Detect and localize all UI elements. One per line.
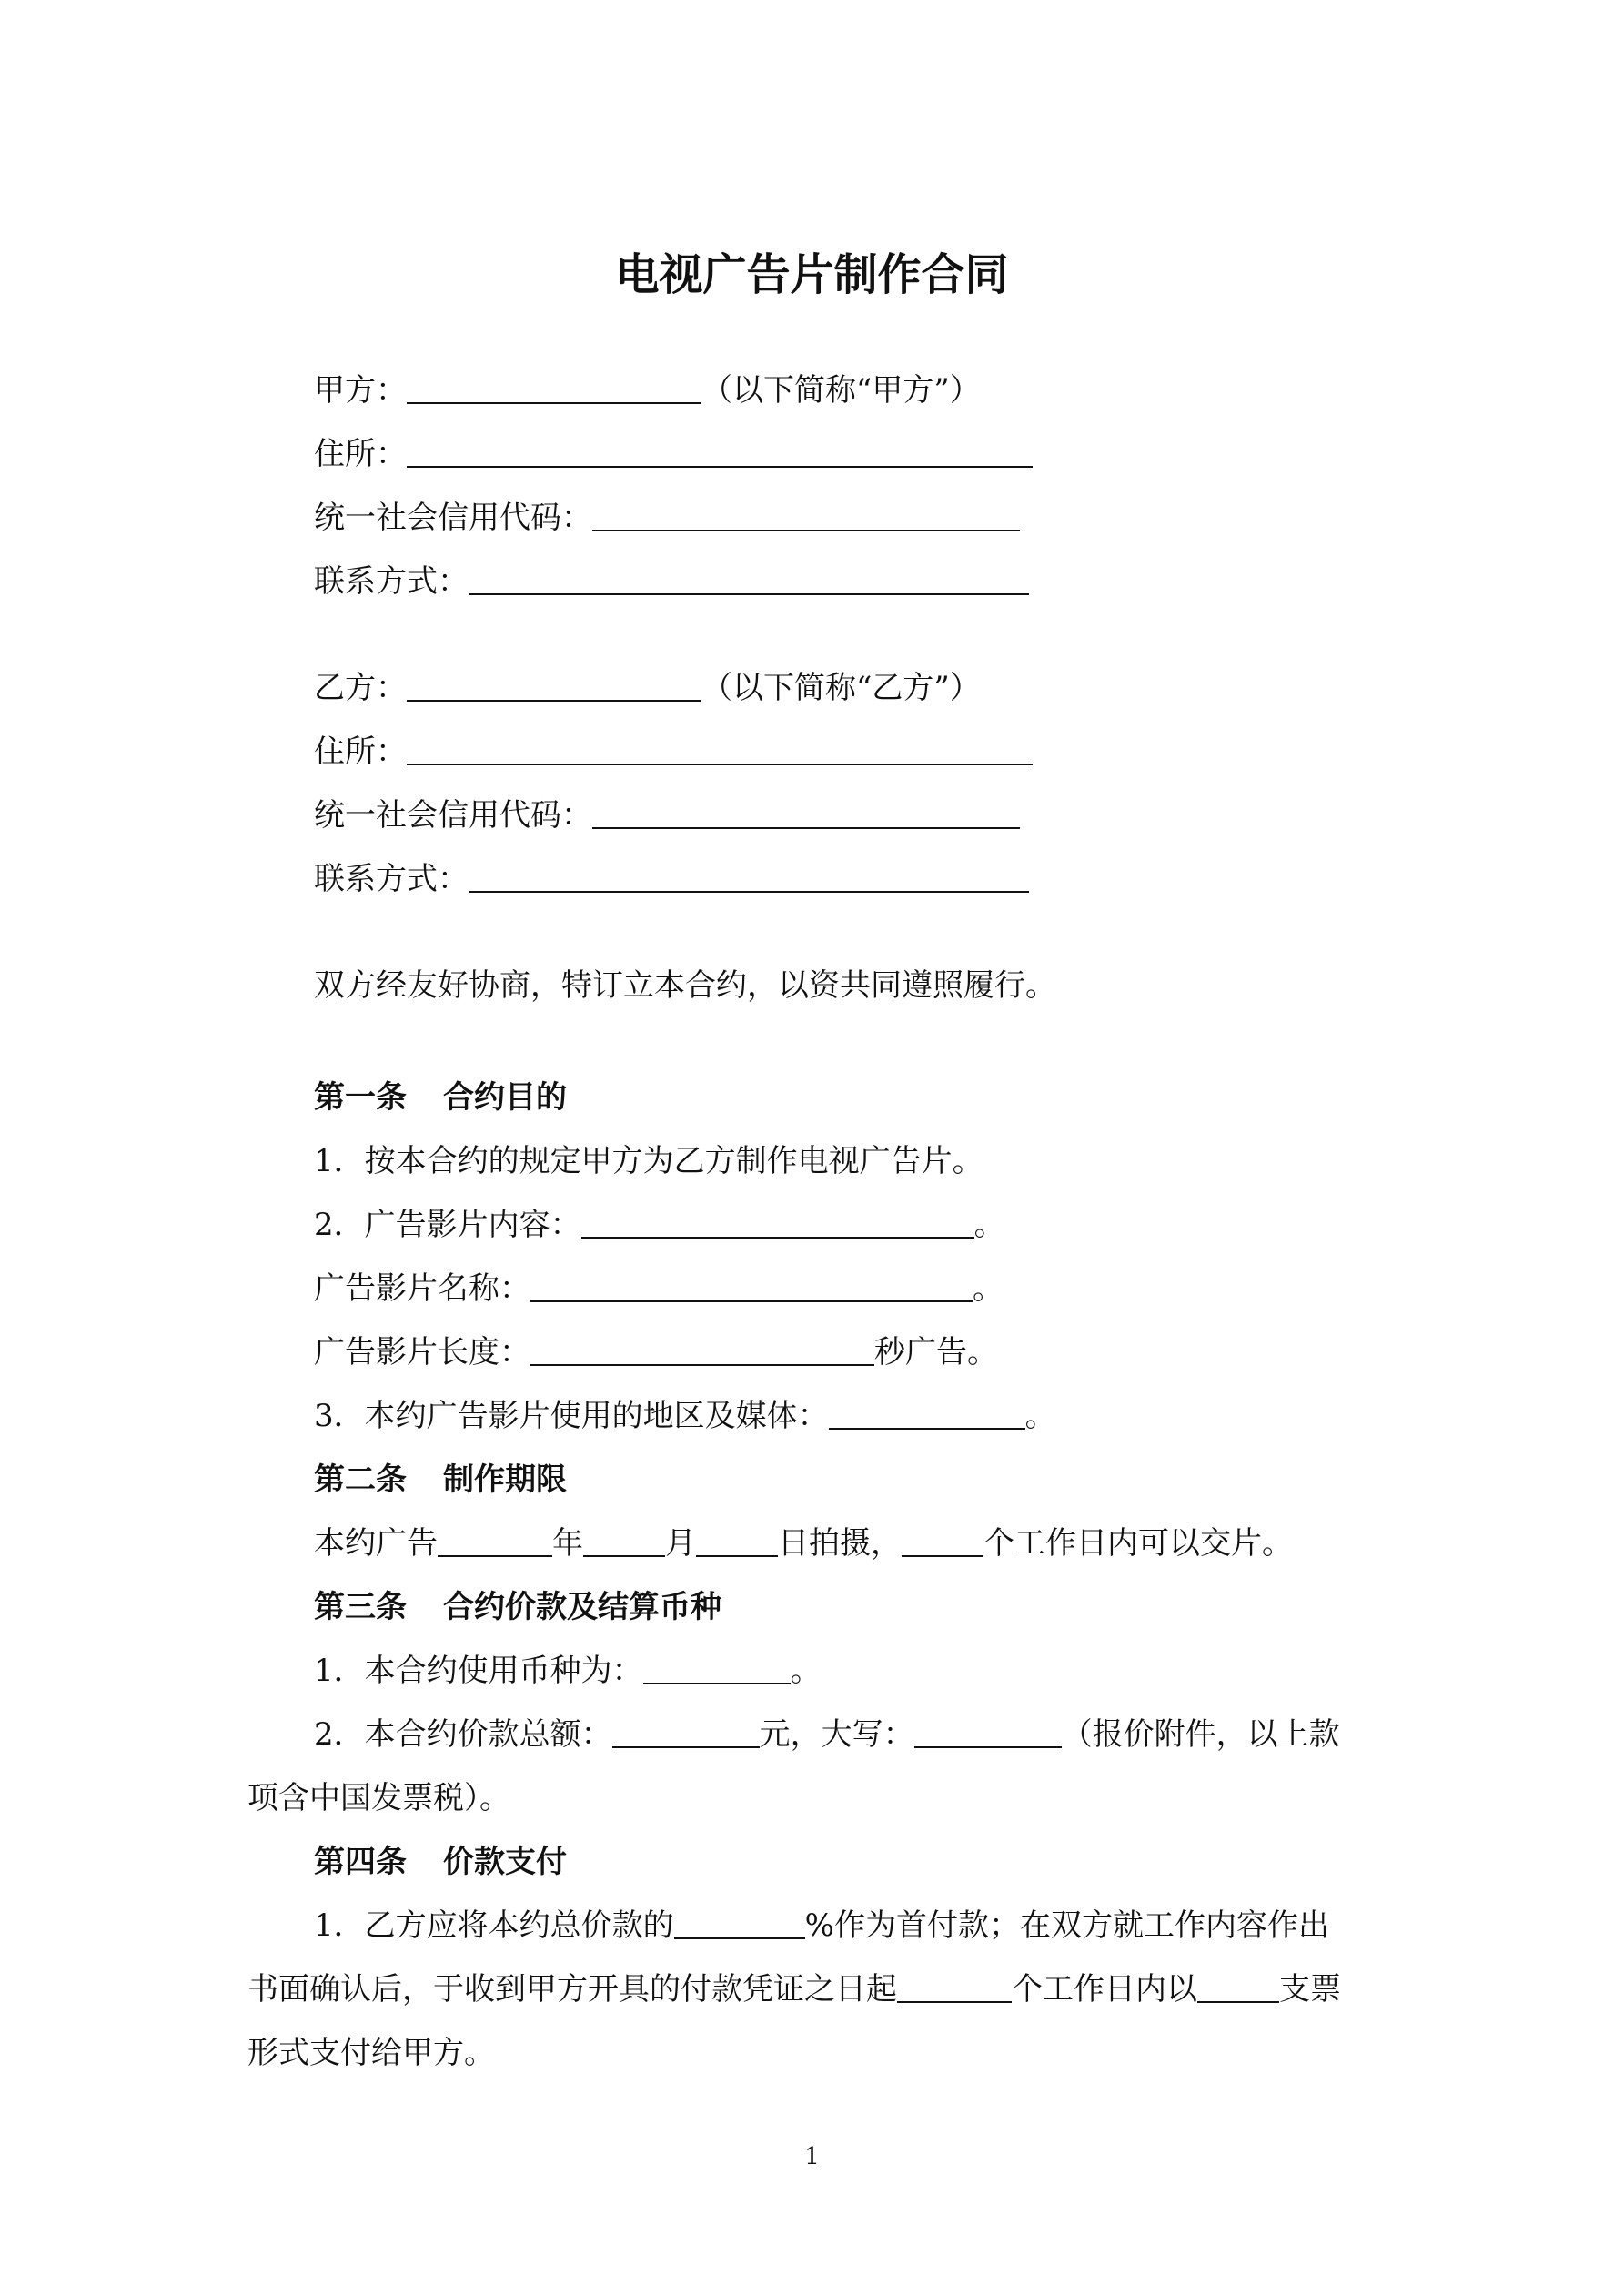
total-price-mid: 元，大写： bbox=[759, 1716, 914, 1753]
month-label: 月 bbox=[665, 1525, 696, 1562]
article-3-heading bbox=[314, 1588, 721, 1626]
article-2-number: 第二条 bbox=[314, 1462, 407, 1498]
party-b-name-blank[interactable] bbox=[407, 671, 701, 702]
ad-region-blank[interactable] bbox=[829, 1399, 1025, 1430]
party-a-note: （以下简称“甲方”） bbox=[701, 372, 981, 409]
article-2-title: 制作期限 bbox=[443, 1462, 567, 1498]
total-price-label: 2．本合约价款总额： bbox=[314, 1716, 612, 1753]
article-1-heading bbox=[314, 1078, 567, 1117]
currency-label: 1．本合约使用币种为： bbox=[314, 1653, 643, 1689]
payment-method-blank[interactable] bbox=[1197, 1972, 1279, 2003]
party-a-contact-label: 联系方式： bbox=[314, 563, 469, 600]
ad-region-end: 。 bbox=[1024, 1398, 1056, 1434]
ad-name-line bbox=[314, 1269, 1004, 1308]
party-a-credit-line bbox=[314, 499, 1020, 537]
ad-length-label: 广告影片长度： bbox=[314, 1334, 530, 1371]
party-b-line bbox=[314, 669, 981, 707]
year-blank[interactable] bbox=[438, 1526, 552, 1557]
down-payment-label: 1．乙方应将本约总价款的 bbox=[314, 1907, 674, 1944]
article-1-number: 第一条 bbox=[314, 1079, 407, 1116]
article-1-item-2 bbox=[314, 1206, 1005, 1244]
schedule-suffix: 个工作日内可以交片。 bbox=[983, 1525, 1293, 1562]
down-payment-suffix: %作为首付款；在双方就工作内容作出 bbox=[804, 1907, 1329, 1944]
party-b-note: （以下简称“乙方”） bbox=[701, 670, 981, 706]
party-b-contact-label: 联系方式： bbox=[314, 861, 469, 897]
party-a-address-blank[interactable] bbox=[407, 437, 1033, 468]
party-a-contact-line bbox=[314, 562, 1029, 601]
article-3-item-1 bbox=[314, 1652, 822, 1690]
party-a-credit-label: 统一社会信用代码： bbox=[314, 500, 592, 536]
ad-content-label: 2．广告影片内容： bbox=[314, 1207, 581, 1243]
article-2-schedule bbox=[314, 1524, 1293, 1563]
article-3-item-2-cont: 项含中国发票税）。 bbox=[247, 1780, 510, 1816]
party-a-name-blank[interactable] bbox=[407, 373, 701, 404]
party-b-credit-label: 统一社会信用代码： bbox=[314, 797, 592, 834]
article-3-title: 合约价款及结算币种 bbox=[443, 1589, 721, 1625]
article-4-number: 第四条 bbox=[314, 1844, 407, 1880]
ad-length-end: 秒广告。 bbox=[874, 1334, 998, 1371]
party-b-address-blank[interactable] bbox=[407, 734, 1033, 765]
article-1-item-1: 1．按本合约的规定甲方为乙方制作电视广告片。 bbox=[314, 1143, 983, 1179]
article-3-number: 第三条 bbox=[314, 1589, 407, 1625]
party-b-credit-line bbox=[314, 796, 1020, 834]
payment-method-label: 个工作日内以 bbox=[1012, 1971, 1197, 2008]
ad-length-line bbox=[314, 1333, 998, 1371]
workdays-blank[interactable] bbox=[902, 1526, 983, 1557]
payment-days-label: 书面确认后，于收到甲方开具的付款凭证之日起 bbox=[247, 1971, 897, 2008]
ad-content-blank[interactable] bbox=[581, 1208, 974, 1239]
article-4-line-3: 形式支付给甲方。 bbox=[247, 2035, 495, 2071]
schedule-prefix: 本约广告 bbox=[314, 1525, 438, 1562]
party-a-line bbox=[314, 371, 981, 410]
party-a-address-label: 住所： bbox=[314, 436, 407, 472]
currency-end: 。 bbox=[790, 1653, 822, 1689]
currency-blank[interactable] bbox=[643, 1654, 791, 1684]
article-4-heading bbox=[314, 1843, 567, 1881]
ad-name-label: 广告影片名称： bbox=[314, 1270, 530, 1307]
article-1-title: 合约目的 bbox=[443, 1079, 567, 1116]
party-a-credit-blank[interactable] bbox=[592, 501, 1020, 531]
year-label: 年 bbox=[552, 1525, 583, 1562]
party-a-contact-blank[interactable] bbox=[469, 564, 1029, 595]
document-title: 电视广告片制作合同 bbox=[615, 249, 1009, 300]
ad-region-label: 3．本约广告影片使用的地区及媒体： bbox=[314, 1398, 829, 1434]
article-2-heading bbox=[314, 1461, 567, 1499]
intro-paragraph: 双方经友好协商，特订立本合约，以资共同遵照履行。 bbox=[314, 967, 1056, 1004]
payment-days-blank[interactable] bbox=[897, 1972, 1012, 2003]
party-a-address-line bbox=[314, 435, 1033, 473]
ad-length-blank[interactable] bbox=[530, 1335, 874, 1366]
down-payment-percent-blank[interactable] bbox=[674, 1908, 805, 1939]
article-1-item-3 bbox=[314, 1397, 1056, 1435]
page-number: 1 bbox=[804, 2143, 820, 2170]
day-label: 日拍摄， bbox=[778, 1525, 902, 1562]
article-4-line-2 bbox=[247, 1970, 1341, 2008]
payment-method-suffix: 支票 bbox=[1279, 1971, 1341, 2008]
total-price-blank[interactable] bbox=[612, 1717, 760, 1748]
party-b-label: 乙方： bbox=[314, 670, 407, 706]
party-b-credit-blank[interactable] bbox=[592, 798, 1020, 829]
article-4-line-1 bbox=[314, 1907, 1329, 1945]
total-price-words-blank[interactable] bbox=[914, 1717, 1062, 1748]
party-a-label: 甲方： bbox=[314, 372, 407, 409]
party-b-address-label: 住所： bbox=[314, 733, 407, 770]
ad-name-blank[interactable] bbox=[530, 1271, 973, 1302]
ad-content-end: 。 bbox=[973, 1207, 1005, 1243]
article-4-title: 价款支付 bbox=[443, 1844, 567, 1880]
total-price-end: （报价附件，以上款 bbox=[1061, 1716, 1340, 1753]
month-blank[interactable] bbox=[583, 1526, 665, 1557]
party-b-address-line bbox=[314, 733, 1033, 771]
article-3-item-2 bbox=[314, 1715, 1340, 1754]
party-b-contact-line bbox=[314, 860, 1029, 898]
ad-name-end: 。 bbox=[973, 1270, 1004, 1307]
party-b-contact-blank[interactable] bbox=[469, 862, 1029, 893]
day-blank[interactable] bbox=[696, 1526, 778, 1557]
